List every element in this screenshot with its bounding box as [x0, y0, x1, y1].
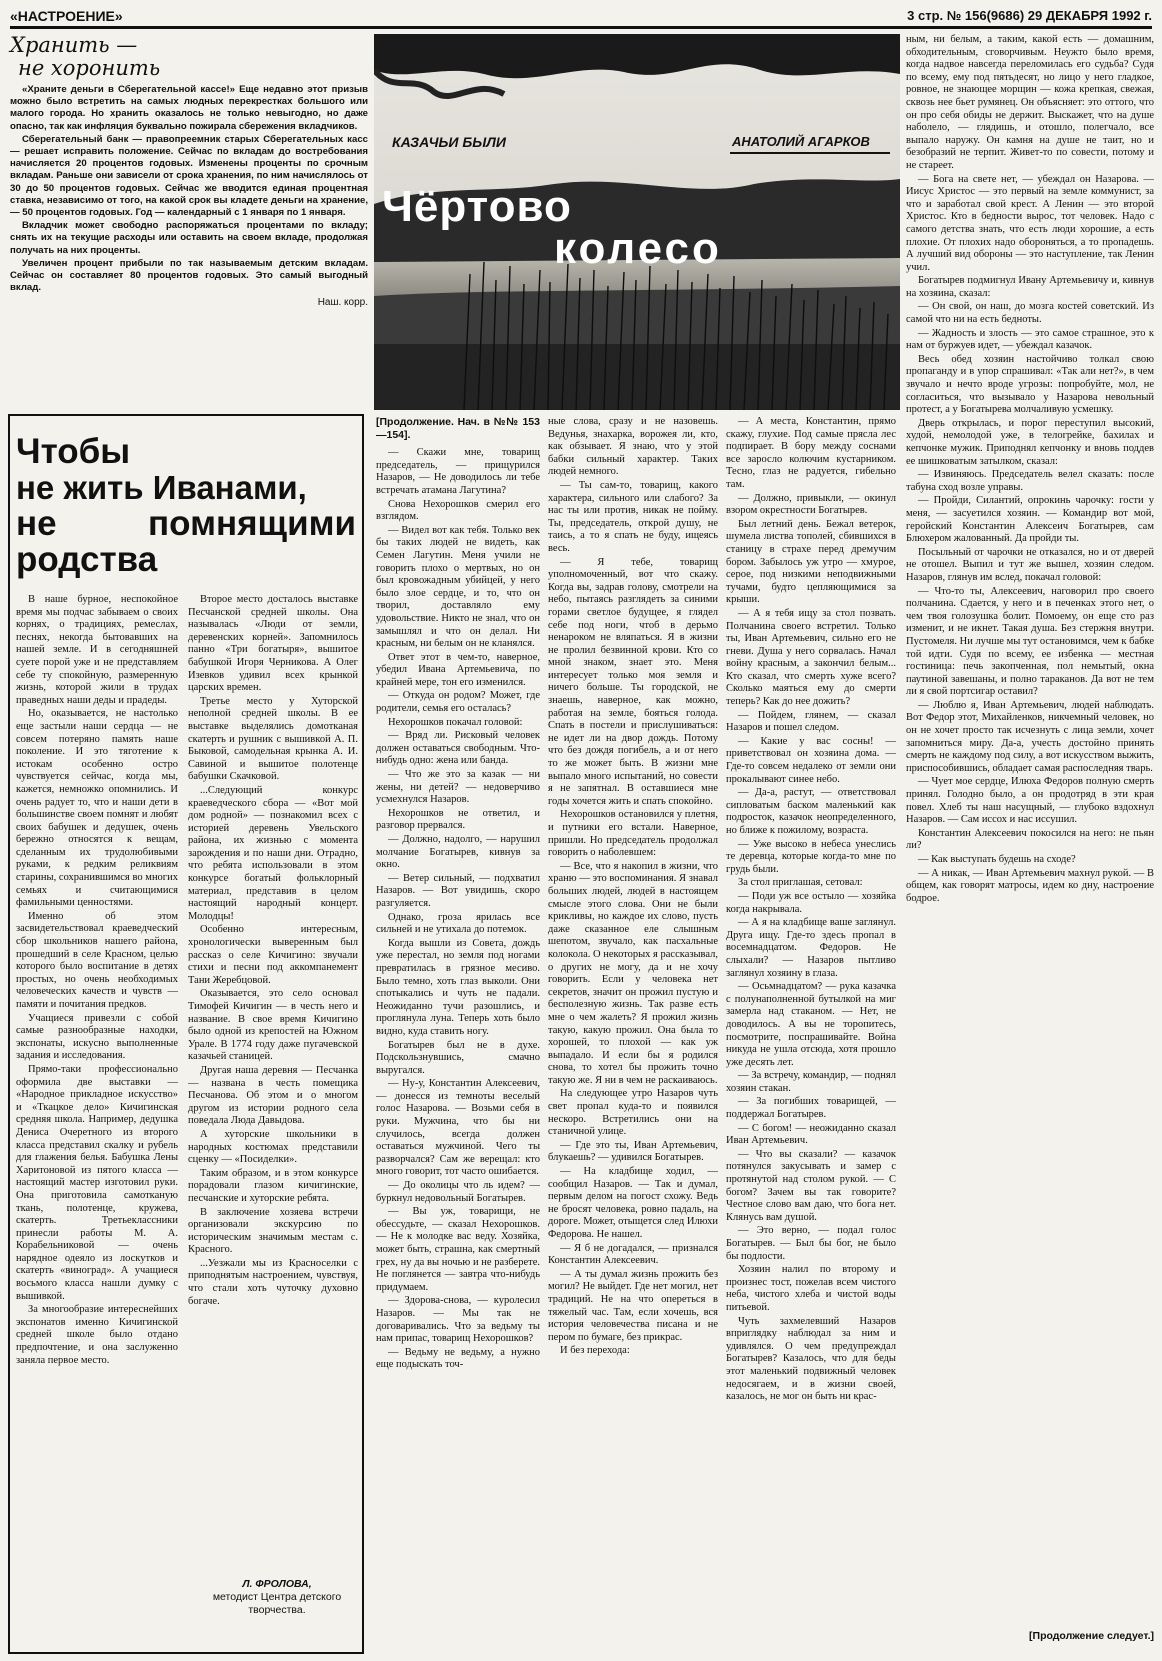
masthead-rule [10, 26, 1152, 29]
story-col6: ным, ни белым, а таким, какой есть — домашним, обходительным, сговорчивым. Неужто было время, когда надвое навсегда переломилась его судьба? Судя по всему, ему под пятьдесят, но лицо у него гладкое, ровное, не знающее морщин — кожа крепкая, свежая, сквозь нее бьет румянец. Он объясняет: это оттого, что он про себя обиды не держит. Выскажет, что на душе наболело, — глядишь, и отошло, полегчало, все выпало наружу. Он камня на душе не таит, но и безобразий не терпит. Живет-то по совести, потому и не стареет. — Бога на свете нет, — убеждал он Назарова. — Иисус Христос — это первый на земле коммунист, за что и заработал свой крест. А Ленин — это второй Христос. Кто в бедности вырос, тот человек. Надо с самого детства знать, что есть люди хорошие, а есть плохие. От плохих надо обороняться, а то пропадешь. А лучший вид обороны — это наступление, так Ленин учил. Богатырев подмигнул Ивану Артемьевичу и, кивнув на хозяина, сказал: — Он свой, он наш, до мозга костей советский. Из самой что ни на есть бедноты. — Жадность и злость — это самое страшное, это к нам от буржуев идет, — убеждал казачок. Весь обед хозяин настойчиво толкал свою пропаганду и в упор спрашивал: «Так али нет?», в чем звучало и нечто вроде угрозы: попробуйте, мол, не согласиться, что вызывало у Назарова невольный протест, а у Богатырева молчаливую усмешку. Дверь открылась, и порог переступил высокий, худой, немолодой уже, в телогрейке, бахилах и кепчонке мужик. Приподнял кепчонку и вновь поддев ее шишковатым затылком, сказал: — Извиняюсь. Председатель велел сказать: после табуна сход возле управы. — Пройди, Силантий, опрокинь чарочку: гости у меня, — засуетился хозяин. — Командир вот мой, геройский Константин Алексеич Богатырев, сам Блюхером жалованный. Да пройди ты. Посыльный от чарочки не отказался, но и от дверей не отошел. Выпил и тут же вышел, хозяин следом. Назаров, глянув им вслед, покачал головой: — Что-то ты, Алексеевич, наговорил про своего полчанина. Сдается, у него и в печенках этого нет, о чем твоя голозушка болит. Помоему, он еще сто раз изменит, и не икнет. Такая душа. Без стержня внутри. Пустомеля. Ни лучше мы тут остановимся, чем к бабке той идти. Судя по всему, ее избенка — местная гостиница: печь закопченная, пол немытый, окна паутиной завешаны, и полно тараканов. Да вот не тем ли я свой портсигар оставил? — Люблю я, Иван Артемьевич, людей наблюдать. Вот Федор этот, Михайленков, никчемный человек, но он не хочет просто так исчезнуть с лица земли, хочет запомниться миру. Да-а, учесть достойно принять смерть не каждому под силу, а вот искусством выжить, приспособившись, обладает самая распоследняя тварь. — Чует мое сердце, Илюха Федоров полную смерть принял. Голодно было, а он продотряд в эти края повел. Хлеб ты наш насущный, — глубоко вздохнул Назаров. — Сам иссох и нас иссушил. Константин Алексеевич покосился на него: не пьян ли? — Как выступать будешь на сходе? — А никак, — Иван Артемьевич махнул рукой. — В общем, как говорят матросы, идем ко дну, настроение бодрое. [906, 34, 1154, 904]
article-savings-title: Хранить — не хоронить [10, 33, 161, 80]
article-savings [10, 34, 368, 394]
masthead-name: «НАСТРОЕНИЕ» [10, 8, 123, 24]
story-col5: — А места, Константин, прямо скажу, глухие. Под самые прясла лес подпирает. В бору между соснами все заросло колючим кустарником. Тесно, глаз не радуется, гибельно там. — Должно, привыкли, — окинул взором окрестности Богатырев. Был летний день. Бежал ветерок, шумела листва тополей, сбившихся в станицу в страхе перед дремучим бором. Забылось уж утро — хмурое, серое, под низкими неподвижными тучами, будто цепляющимися за крыши. — А я тебя ищу за стол позвать. Полчанина своего встретил. Только ты, Иван Артемьевич, сильно его не гневи. Душа у него сорвалась. Начал войну красным, а закончил белым... Кто сказал, что смерть хуже всего? Сколько маяться ему до смерти теперь? Как до нее дожить? — Пойдем, глянем, — сказал Назаров и пошел следом. — Какие у вас сосны! — приветствовал он хозяина дома. — Где-то совсем недалеко от земли они прокалывают синее небо. — Да-а, растут, — ответствовал сипловатым баском маленький как подросток, казачок неопределенного, но ближе к пожилому, возраста. — Уже высоко в небеса унеслись те деревца, которые когда-то мне по грудь были. За стол приглашая, сетовал: — Поди уж все остыло — хозяйка когда накрывала. — А я на кладбище ваше заглянул. Друга ищу. Где-то здесь пропал в восемнадцатом. Федоров. Не слыхали? — Назаров пытливо заглянул хозяину в глаза. — Осьмнадцатом? — рука казачка с полунаполненной бутылкой на миг замерла над стаканом. — Нет, не доводилось. А вы не торопитесь, посмотрите, поспрашивайте. Война никуда не ушла отсюда, хотя прошло уже десять лет. — За встречу, командир, — поднял хозяин стакан. — За погибших товарищей, — поддержал Богатырев. — С богом! — неожиданно сказал Иван Артемьевич. — Что вы сказали? — казачок потянулся закусывать и замер с протянутой над столом рукой. — С богом? Зачем вы так говорите? Честное слово вам даю, что бога нет. Клянусь вам душой. — Это верно, — подал голос Богатырев. — Был бы бог, не было бы подлости. Хозяин налил по второму и произнес тост, пожелав всем чистого неба, чистого хлеба и чистой воды питьевой. Чуть захмелевший Назаров вприглядку наблюдал за ним и удивлялся. О чем предупреждал Богатырев? Казалось, что для беды этот маленький подвижный человек недосягаем, и в жизни своей, казалось, не мог он быть ни крас- [726, 416, 896, 1403]
photo-author-rule [730, 152, 890, 154]
photo-rubric: КАЗАЧЬИ БЫЛИ [392, 134, 506, 150]
story-col4: ные слова, сразу и не назовешь. Ведунья, знахарка, ворожея ли, кто, как обзывает. Я знаю, что у этой бабки сильный характер. Таких людей немного. — Ты сам-то, товарищ, какого характера, сильного или слабого? За нас ты или против, никак не пойму. Ты, председатель, открой душу, не таись, а то я спать не буду, ищеясь весь. — Я тебе, товарищ уполномоченный, вот что скажу. Когда вы, задрав голову, смотрели на небо, пытаясь разглядеть за синими горами светлое будущее, я глядел себе под ноги, чтоб в дерьмо ненароком не вляпаться. Я в жизни не пролил безвинной крови. Кто со мной знаком, знает это. Меня интересует только моя земля и ничего больше. Ты городской, не знаешь, наверное, как можно, работая на земле, бояться голода. Спать в постели и прислушиваться: не идет ли на двор дождь. Потому что без дождя погибель, а и от него то же может быть. В жизни мне выпало много испытаний, но совести я не запятнал. В оставшиеся мне годы хочется жить и спать спокойно. Нехорошков остановился у плетня, и путники его встали. Наверное, пришли. Но председатель продолжал говорить о наболевшем: — Все, что я накопил в жизни, что храню — это воспоминания. Я знавал больших людей, людей в настоящем смысле этого слова. Они не были крикливы, но каждое их слово, пусть даже сказанное еле слышным шепотом, звучало, как пасхальные колокола. О некоторых я рассказывал, о других не могу, да и не хочу говорить. Если у человека нет секретов, значит он прожил пустую и бесполезную жизнь. Так разве есть мне о чем жалеть? Я прожил жизнь такую, какую прожил. Она была то хорошей, то плохой — как уж выпадало. И если бы я родился снова, то хотел бы прожить точно такую же. Я ни в чем не раскаиваюсь. На следующее утро Назаров чуть свет пропал куда-то и появился нескоро. Встретились они на станичной улице. — Где это ты, Иван Артемьевич, блукаешь? — удивился Богатырев. — На кладбище ходил, — сообщил Назаров. — Так и думал, первым делом на погост схожу. Ведь не бросят человека, ровно падаль, на дороге. Может, отыщется след Илюхи Федорова. Не нашел. — Я б не догадался, — признался Константин Алексеевич. — А ты думал жизнь прожить без могил? Не выйдет. Где нет могил, нет традиций. Не на что опереться в тяжелый час. Там, если хочешь, вся история человечества писана и не пером по бумаге, без прикрас. И без перехода: [548, 416, 718, 1357]
photo-block [374, 34, 900, 410]
article-roots-col2: Второе место досталось выставке Песчанской средней школы. Она называлась «Люди от земли, деревенских корней». Запомнилось панно «Три богатыря», вышитое бабушкой Игоря Черникова. А Олег Изевков удивил всех крынкой царских времен. Третье место у Хуторской неполной средней школы. В ее выставке выделялись домотканая скатерть и рушник с вышивкой А. П. Быковой, самодельная крынка А. И. Савиной и вышитое полотенце бабушки Скачковой. ...Следующий конкурс краеведческого сбора — «Вот мой дом родной» — познакомил всех с историей деревень Увельского района, их жизнью с момента зарождения и по наши дни. Отрадно, что ребята использовали в этом конкурсе богатый фольклорный материал, представив в целом настоящий народный концерт. Молодцы! Особенно интересным, хронологически выверенным был рассказ о селе Кичигино: звучали стихи и песни под аккомпанемент Тани Жеребцовой. Оказывается, это село основал Тимофей Кичигин — в честь него и название. В свое время Кичигино было одной из крепостей на Южном Урале. В 1774 году даже пугачевской казачьей станицей. Другая наша деревня — Песчанка — названа в честь помещика Песчанова. Об этом и о многом другом из истории родного села поведала Люда Давыдова. А хуторские школьники в народных костюмах представили сценку — «Посиделки». Таким образом, и в этом конкурсе порадовали глазом кичигинские, песчанские и хуторские ребята. В заключение хозяева встречи организовали экскурсию по историческим значимым местам с. Красного. ...Уезжали мы из Красноселки с приподнятым настроением, чувствуя, что стали хоть чуточку духовно богаче. [188, 594, 358, 1307]
story-title-line1: Чёртово [382, 182, 572, 231]
photo-author: АНАТОЛИЙ АГАРКОВ [732, 134, 870, 149]
article-savings-body: «Храните деньги в Сберегательной кассе!» Еще недавно этот призыв можно было встретить на самых людных перекрестках большого или малого города. Но хранить оказалось не только невыгодно, но даже опасно, так как инфляция буквально пожирала сбережения вкладчиков. Сберегательный банк — правопреемник старых Сберегательных касс — решает исправить положение. Сейчас по вкладам до востребования начисляется 20 процентов годовых. Изменены проценты по срочным вкладам. Раньше они зависели от срока хранения, по ним начислялось от 30 до 50 процентов годовых. Сейчас же вводится единая процентная ставка, независимо от того, на какой срок вы кладете деньги на хранение, — 50 процентов годовых. Год — календарный с 1 января по 1 января. Вкладчик может свободно распоряжаться процентами по вкладу; снять их на текущие расходы или оставить на своем вкладе, продолжая получать на них проценты. Увеличен процент прибыли по так называемым детским вкладам. Сейчас он составляет 80 процентов годовых. Это самый выгодный вклад. [10, 84, 368, 294]
article-roots-signature: Л. ФРОЛОВА, методист Центра детского творчества. [212, 1578, 342, 1616]
story-title-line2: колесо [554, 224, 722, 273]
story-col3: [Продолжение. Нач. в №№ 153—154]. — Скажи мне, товарищ председатель, — прищурился Назаров, — Не доводилось ли тебе встречать атамана Лагутина? Снова Нехорошков смерил его взглядом. — Видел вот как тебя. Только век бы таких людей не видеть, как Семен Лагутин. Меня учили не говорить плохо о мертвых, но он был кровожадным убийцей, у него было злое сердце, и то, что он творил, доставляло ему удовольствие. Никто не знал, что он замышлял и что он делал. Ни красным, ни белым он не кланялся. Ответ этот в чем-то, наверное, убедил Ивана Артемьевича, по крайней мере, тон его изменился. — Откуда он родом? Может, где родители, семья его осталась? Нехорошков покачал головой: — Вряд ли. Рисковый человек должен оставаться свободным. Что-нибудь одно: жена или банда. — Что же это за казак — ни жены, ни детей? — недоверчиво усмехнулся Назаров. Нехорошков не ответил, и разговор прервался. — Должно, надолго, — нарушил молчание Богатырев, кивнув за окно. — Ветер сильный, — подхватил Назаров. — Вот увидишь, скоро разгуляется. Однако, гроза ярилась все сильней и не утихала до потемок. Когда вышли из Совета, дождь уже перестал, но земля под ногами превратилась в грязное месиво. Было темно, хоть глаз выколи. Они спотыкались и чуть не падали. Неожиданно тучи разошлись, и проглянула луна. Теперь хоть было видно, куда ставить ногу. Богатырев был не в духе. Подскользнувшись, смачно выругался. — Ну-у, Константин Алексеевич, — донесся из темноты веселый голос Назарова. — Возьми себя в руки. Мужчина, что бы ни случилось, всегда должен оставаться мужчиной. Чего ты разворчался? Сам же верещал: кто много говорит, тот часто ошибается. — До околицы что ль идем? — буркнул недовольный Богатырев. — Вы уж, товарищи, не обессудьте, — сказал Нехорошков. — Не к молодке вас веду. Хозяйка, может быть, страшна, как смертный грех, ну да вы ночью и не разберете. Не поглянется — завтра что-нибудь придумаем. — Здорова-снова, — куролесил Назаров. — Мы так не договаривались. Что за ведьму ты нам припас, товарищ Нехорошков? — Ведьму не ведьму, а нужно еще подыскать точ- [376, 416, 540, 1371]
issue-line: 3 стр. № 156(9686) 29 ДЕКАБРЯ 1992 г. [907, 8, 1152, 23]
article-savings-signature: Наш. корр. [317, 297, 368, 309]
article-roots-title: Чтобы не жить Иванами, не помнящими родства [16, 432, 356, 579]
story-continued: [Продолжение следует.] [1029, 1630, 1154, 1642]
article-roots-col1: В наше бурное, неспокойное время мы подчас забываем о своих корнях, о традициях, ремеслах, песнях, некогда бытовавших на нашей земле. И в сегодняшней суете порой уже и не представляем себе ту спокойную, размеренную жизнь, которой жили в трудах праведных наши деды и прадеды. Но, оказывается, не настолько еще застыли наши сердца — не совсем потеряно память наше поколение. И это тяготение к истокам особенно остро чувствуется сейчас, когда мы, кажется, немножко опомнились. И очень радует то, что и наши дети в большинстве своем помнят и любят своих бабушек и дедушек, очень бережно относятся к вещам, сделанным их трудолюбивыми руками, к редким реликвиям старины, сохранившимся во многих семьях и считающимися фамильными ценностями. Именно об этом засвидетельствовал краеведческий сбор школьников нашего района, прошедший в селе Красном, целью которого было воспитание в детях простых, но очень необходимых человеческих качеств и чувств — памяти и почитания предков. Учащиеся привезли с собой самые разнообразные находки, экспонаты, искусно выполненные задания и исследования. Прямо-таки профессионально оформила две выставки — «Народное прикладное искусство» и «Ткацкое дело» Кичигинская средняя школа. Например, дедушка Дениса Очеретного из второго класса представил скалку и рубель для глажения белья. Бабушка Лены Харитоновой из пятого класса — настоящий мастер изготовил руки. Она приготовила самотканую ткань, полотенце, кружева, скатерть. Третьеклассники принесли работы М. А. Корабельниковой — очень нарядное одеяло из лоскутков и скатерть «виноград». А учащиеся восьмого класса нашли думку с вышивкой. За многообразие интереснейших экспонатов именно Кичигинской средней школе было отдано предпочтение, и она заслуженно заняла первое место. [16, 594, 178, 1366]
